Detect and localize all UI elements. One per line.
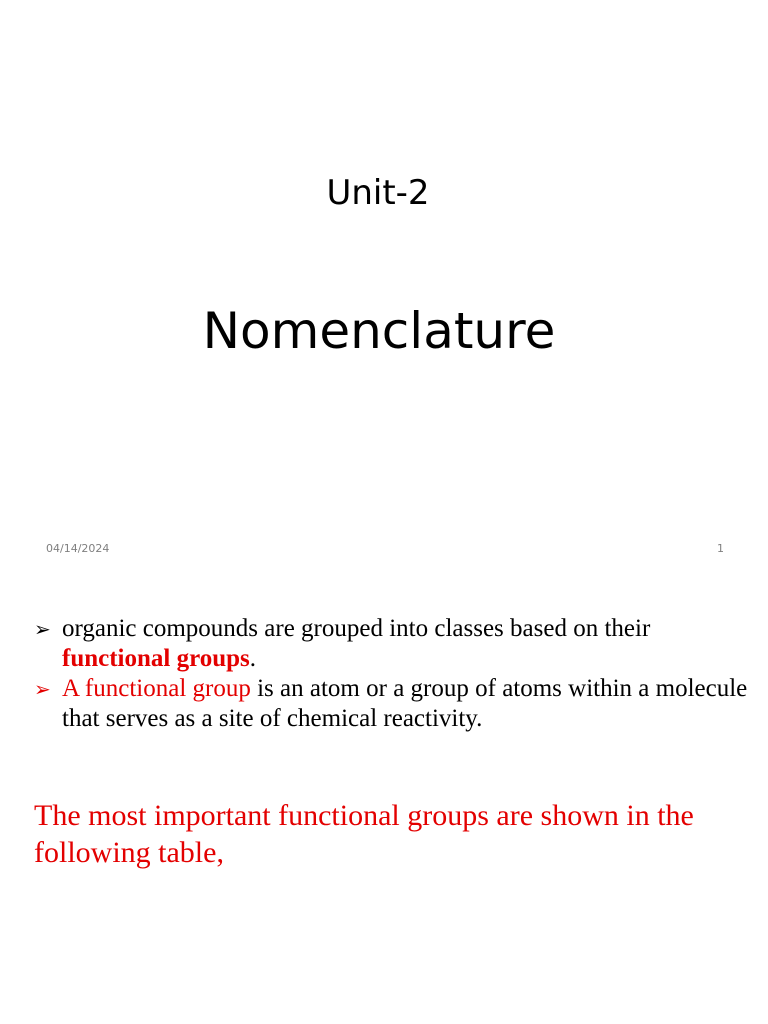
unit-heading: Unit-2	[326, 173, 430, 213]
slide-number: 1	[717, 542, 724, 555]
bullet-item-classes	[34, 614, 754, 674]
definition-text: is an atom or a group of atoms within a molecule that serves as a site of chemical reactivity.	[62, 675, 748, 732]
functional-group-term: A functional group	[62, 675, 251, 702]
bullet-end-punctuation: .	[249, 645, 257, 672]
arrow-bullet-icon: ➢	[34, 617, 51, 641]
arrow-bullet-icon: ➢	[34, 677, 51, 701]
bullet-item-definition	[34, 674, 754, 734]
slide-date: 04/14/2024	[46, 542, 110, 555]
functional-groups-highlight: functional groups	[62, 645, 250, 672]
bullet-text: organic compounds are grouped into classes based on their	[62, 615, 651, 642]
slide-title: Nomenclature	[202, 302, 556, 360]
bullet-list	[34, 614, 754, 734]
table-intro-note: The most important functional groups are shown in the following table,	[34, 799, 694, 869]
